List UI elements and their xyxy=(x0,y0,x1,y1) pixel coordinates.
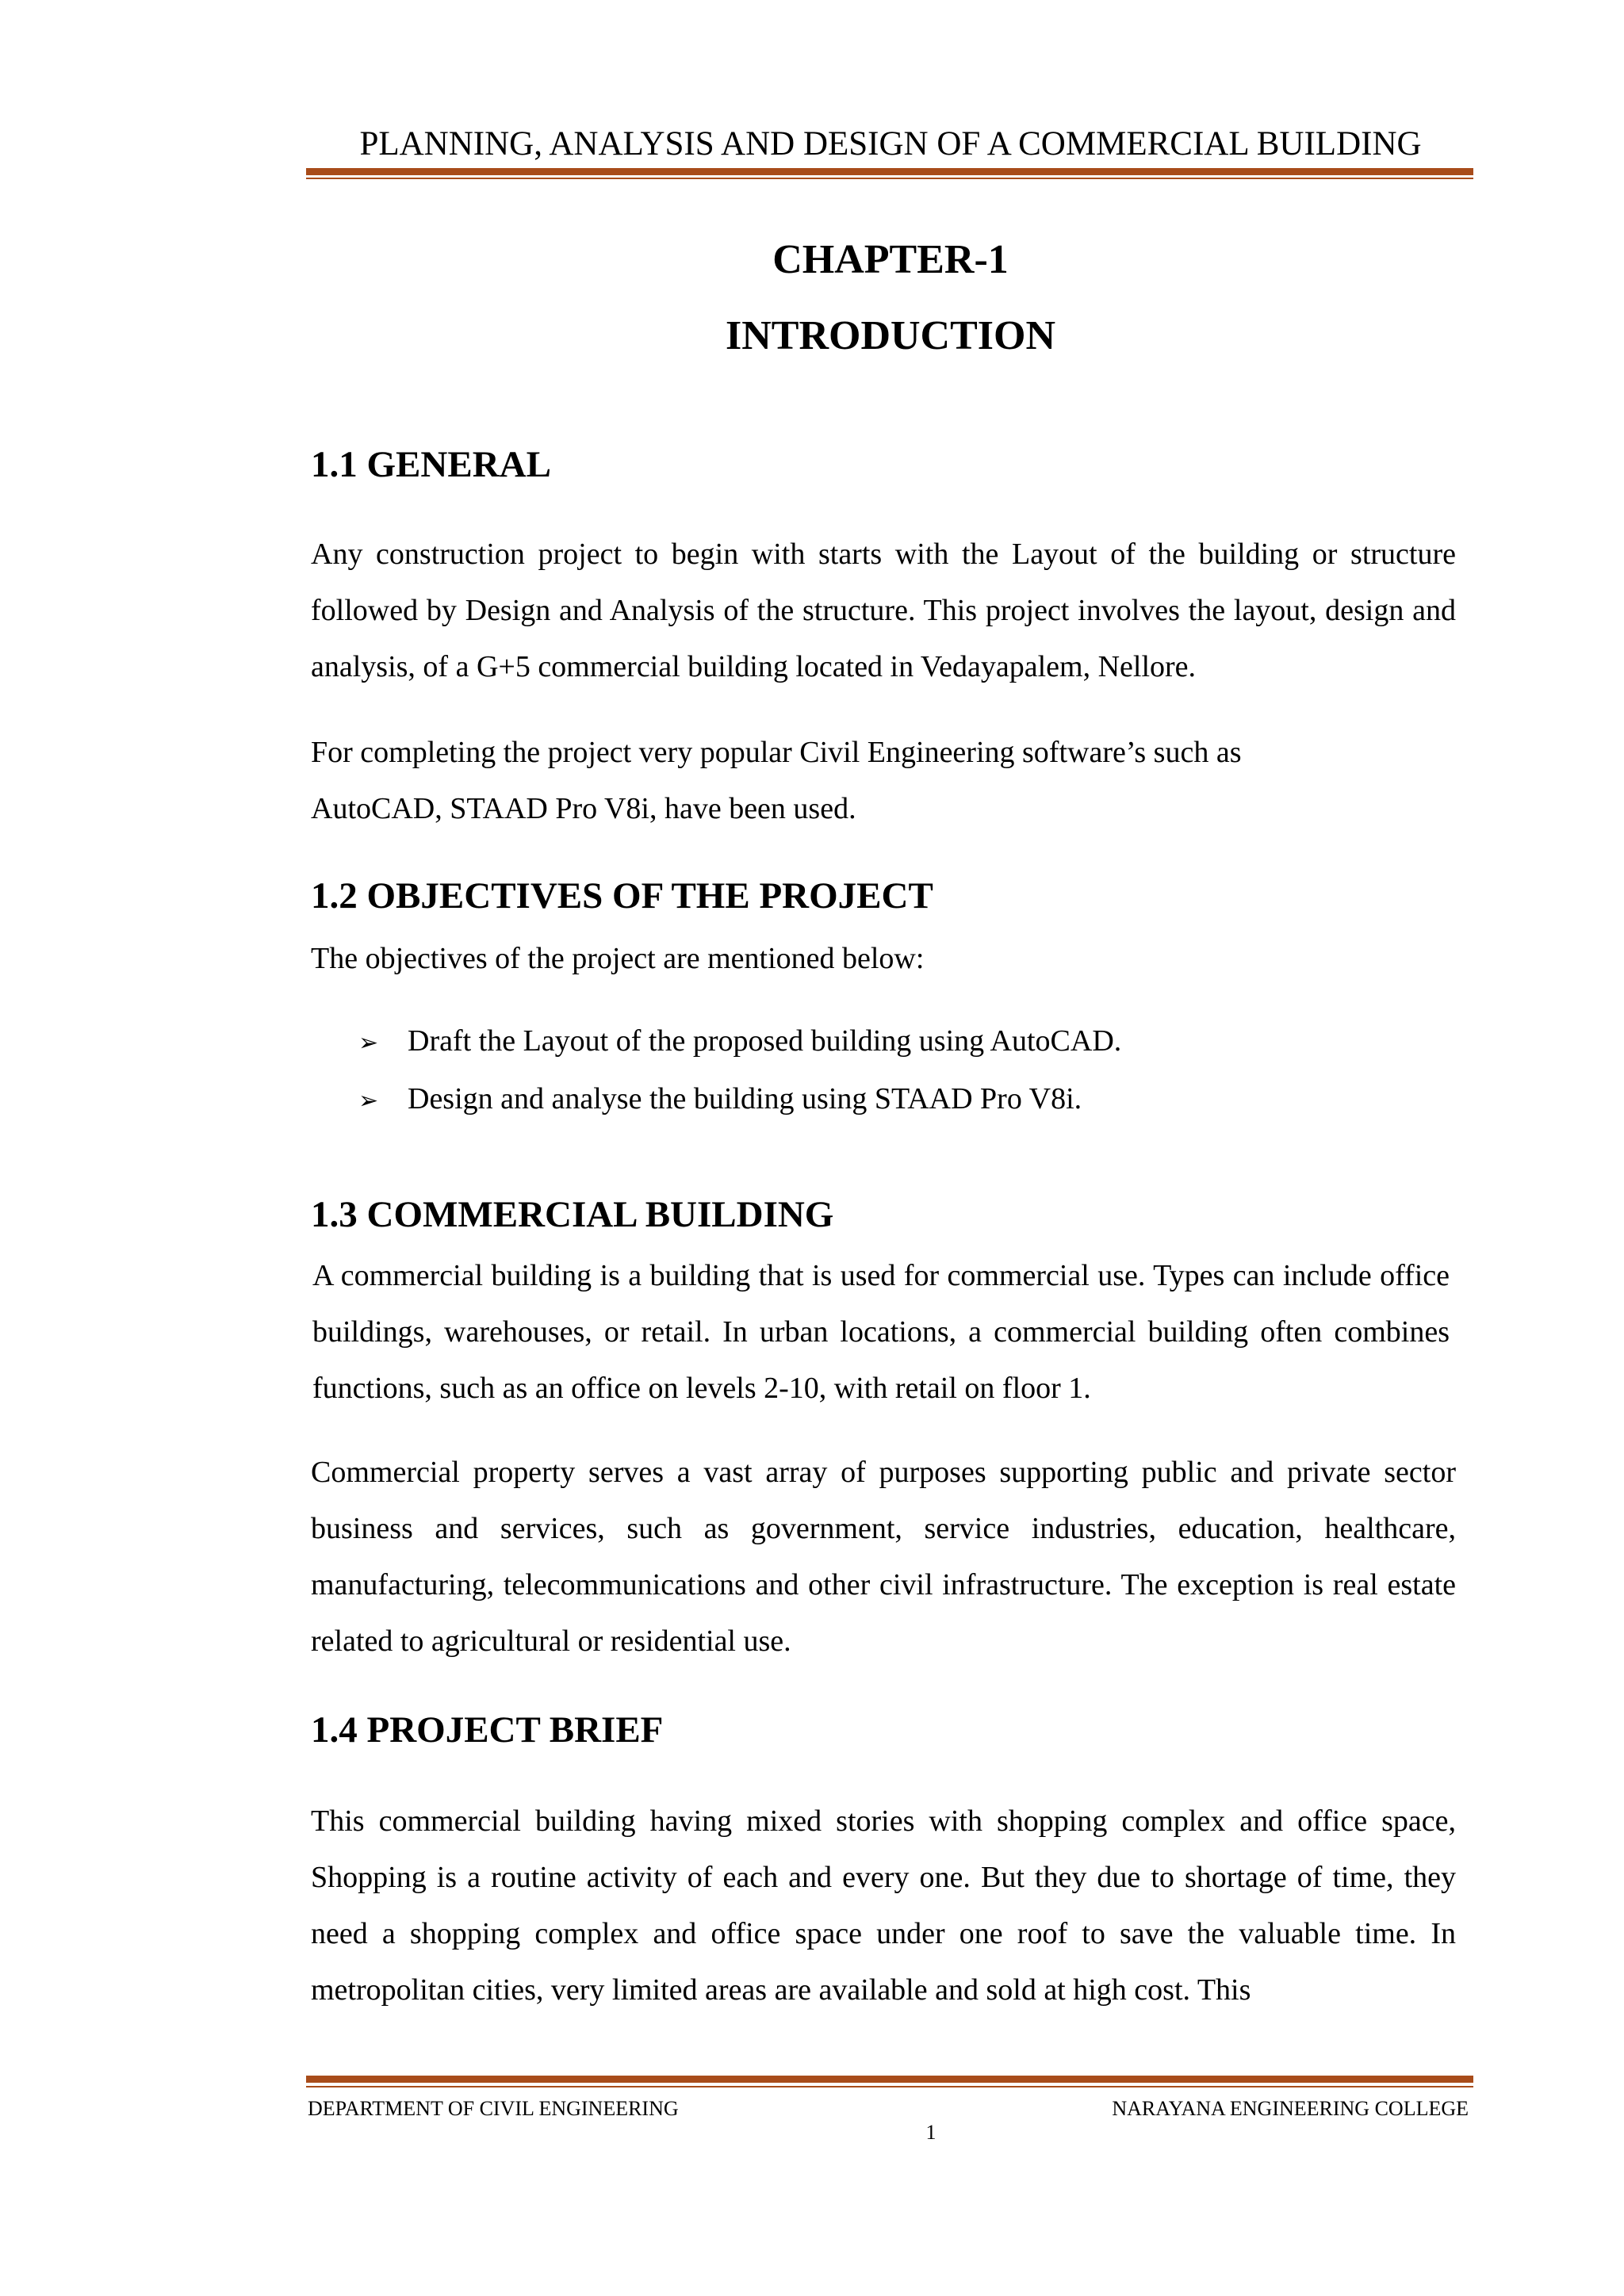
chapter-title: INTRODUCTION xyxy=(725,313,1056,358)
running-header-title: PLANNING, ANALYSIS AND DESIGN OF A COMMERCIAL BUILDING xyxy=(359,125,1422,163)
arrow-bullet-icon: ➢ xyxy=(358,1029,379,1057)
footer-department: DEPARTMENT OF CIVIL ENGINEERING xyxy=(308,2097,679,2120)
objectives-list xyxy=(358,1013,1469,1129)
paragraph-objectives-intro: The objectives of the project are mentioned below: xyxy=(311,942,925,975)
page-number: 1 xyxy=(925,2121,936,2144)
list-item xyxy=(358,1071,1469,1129)
footer-rule-thick xyxy=(306,2076,1473,2083)
paragraph-commercial-1: A commercial building is a building that is used for commercial use. Types can include office buildings, warehouses, or retail. In urban locations, a commercial building often combines functions, such as an office on levels 2-10, with retail on floor 1. xyxy=(312,1259,1450,1405)
paragraph-project-brief-1: This commercial building having mixed stories with shopping complex and office space, Shopping is a routine activity of each and every one. But they due to shortage of time, they need a shopping complex and office space under one roof to save the valuable time. In metropolitan cities, very limited areas are available and sold at high cost. This xyxy=(311,1804,1456,2007)
paragraph-general-2: For completing the project very popular Civil Engineering software’s such as AutoCAD, STAAD Pro V8i, have been used. xyxy=(311,736,1242,825)
list-item xyxy=(358,1013,1469,1071)
arrow-bullet-icon: ➢ xyxy=(358,1087,379,1115)
paragraph-general-1: Any construction project to begin with starts with the Layout of the building or structure followed by Design and Analysis of the structure. This project involves the layout, design and analysis, of a G+5 commercial building located in Vedayapalem, Nellore. xyxy=(311,538,1456,683)
section-heading-project-brief: 1.4 PROJECT BRIEF xyxy=(311,1709,664,1751)
header-rule-thick xyxy=(306,168,1473,175)
section-heading-commercial-building: 1.3 COMMERCIAL BUILDING xyxy=(311,1194,834,1235)
paragraph-commercial-2: Commercial property serves a vast array of purposes supporting public and private sector business and services, such as government, service industries, education, healthcare, manufacturing, telecommunications and other civil infrastructure. The exception is real estate related to agricultural or residential use. xyxy=(311,1456,1456,1658)
chapter-number: CHAPTER-1 xyxy=(772,237,1009,282)
section-heading-general: 1.1 GENERAL xyxy=(311,444,551,485)
list-item-text: Draft the Layout of the proposed building using AutoCAD. xyxy=(408,1024,1122,1058)
header-rule-thin xyxy=(306,178,1473,179)
footer-rule-thin xyxy=(306,2086,1473,2087)
list-item-text: Design and analyse the building using STAAD Pro V8i. xyxy=(408,1082,1082,1115)
section-heading-objectives: 1.2 OBJECTIVES OF THE PROJECT xyxy=(311,875,933,916)
footer-college: NARAYANA ENGINEERING COLLEGE xyxy=(1112,2097,1469,2120)
